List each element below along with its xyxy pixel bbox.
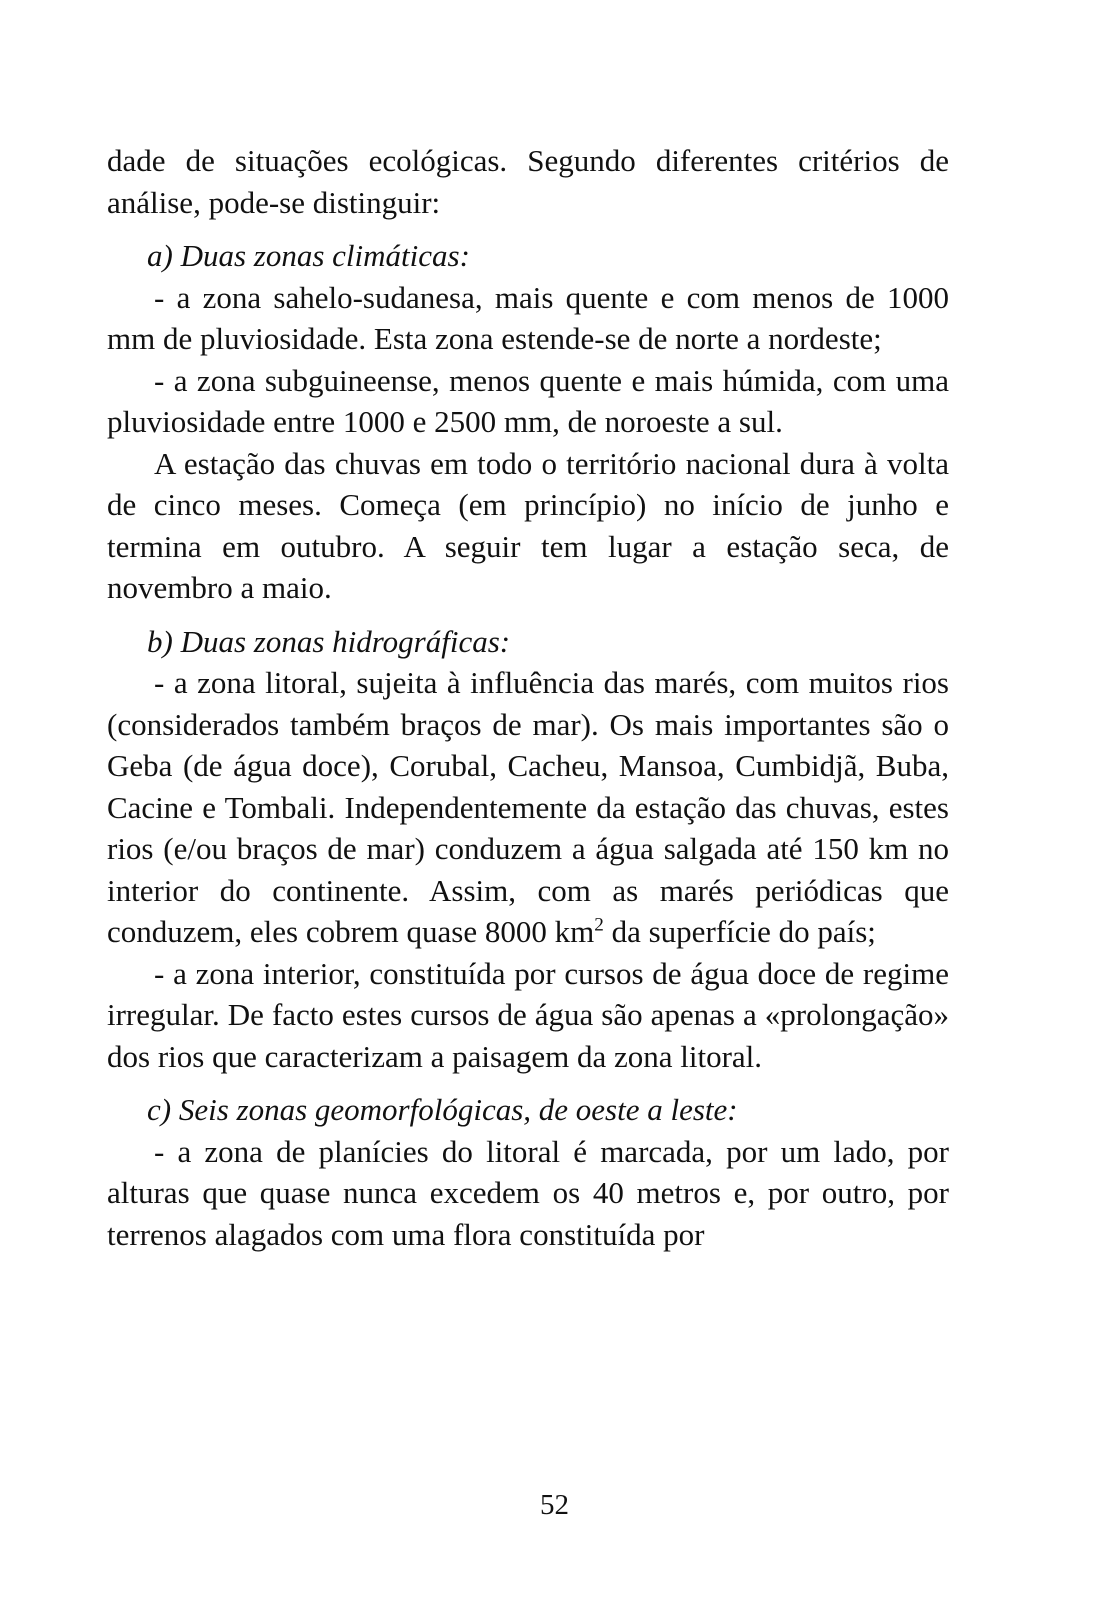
paragraph-rainy-season: A estação das chuvas em todo o território nacional dura à volta de cinco meses. Começa (em princípio) no início de junho e termina em outubro. A seguir tem lugar a estação seca, de novembro a maio. [107,445,949,605]
coastal-zone-text: - a zona litoral, sujeita à influência das marés, com muitos rios (considerados também braços de mar). Os mais importantes são o Geba (de água doce), Corubal, Cacheu, Mansoa, Cumbidjã, Buba, Cacine e Tombali. Independentemente da estação das chuvas, estes rios (e/ou braços de mar) conduzem a água salgada até 150 km no interior do continente. Assim, com as marés periódicas que conduzem, eles cobrem quase 8000 km [107,665,949,949]
list-item-coastal-zone [107,662,949,953]
list-item-coastal-plains-zone: - a zona de planícies do litoral é marcada, por um lado, por alturas que quase nunca excedem os 40 metros e, por outro, por terrenos alagados com uma flora constituída por [107,1133,949,1252]
section-heading-hydrographic-zones: b) Duas zonas hidrográficas: [147,623,511,659]
section-heading-climatic-zones: a) Duas zonas climáticas: [147,238,470,273]
body-text [107,140,949,1255]
list-item-subguinean-zone: - a zona subguineense, menos quente e mais húmida, com uma pluviosidade entre 1000 e 2500 mm, de noroeste a sul. [107,362,949,439]
list-item-sahelo-sudanese-zone: - a zona sahelo-sudanesa, mais quente e com menos de 1000 mm de pluviosidade. Esta zona estende-se de norte a nordeste; [107,279,949,356]
page-number: 52 [540,1489,569,1521]
list-item-interior-zone: - a zona interior, constituída por cursos de água doce de regime irregular. De facto estes cursos de água são apenas a «prolongação» dos rios que caracterizam a paisagem da zona litoral. [107,955,949,1074]
paragraph-intro: dade de situações ecológicas. Segundo diferentes critérios de análise, pode-se distinguir: [107,143,949,220]
coastal-zone-text-end: da superfície do país; [603,914,876,949]
superscript-squared: 2 [594,914,604,936]
section-heading-geomorphological-zones: c) Seis zonas geomorfológicas, de oeste a leste: [147,1092,738,1127]
